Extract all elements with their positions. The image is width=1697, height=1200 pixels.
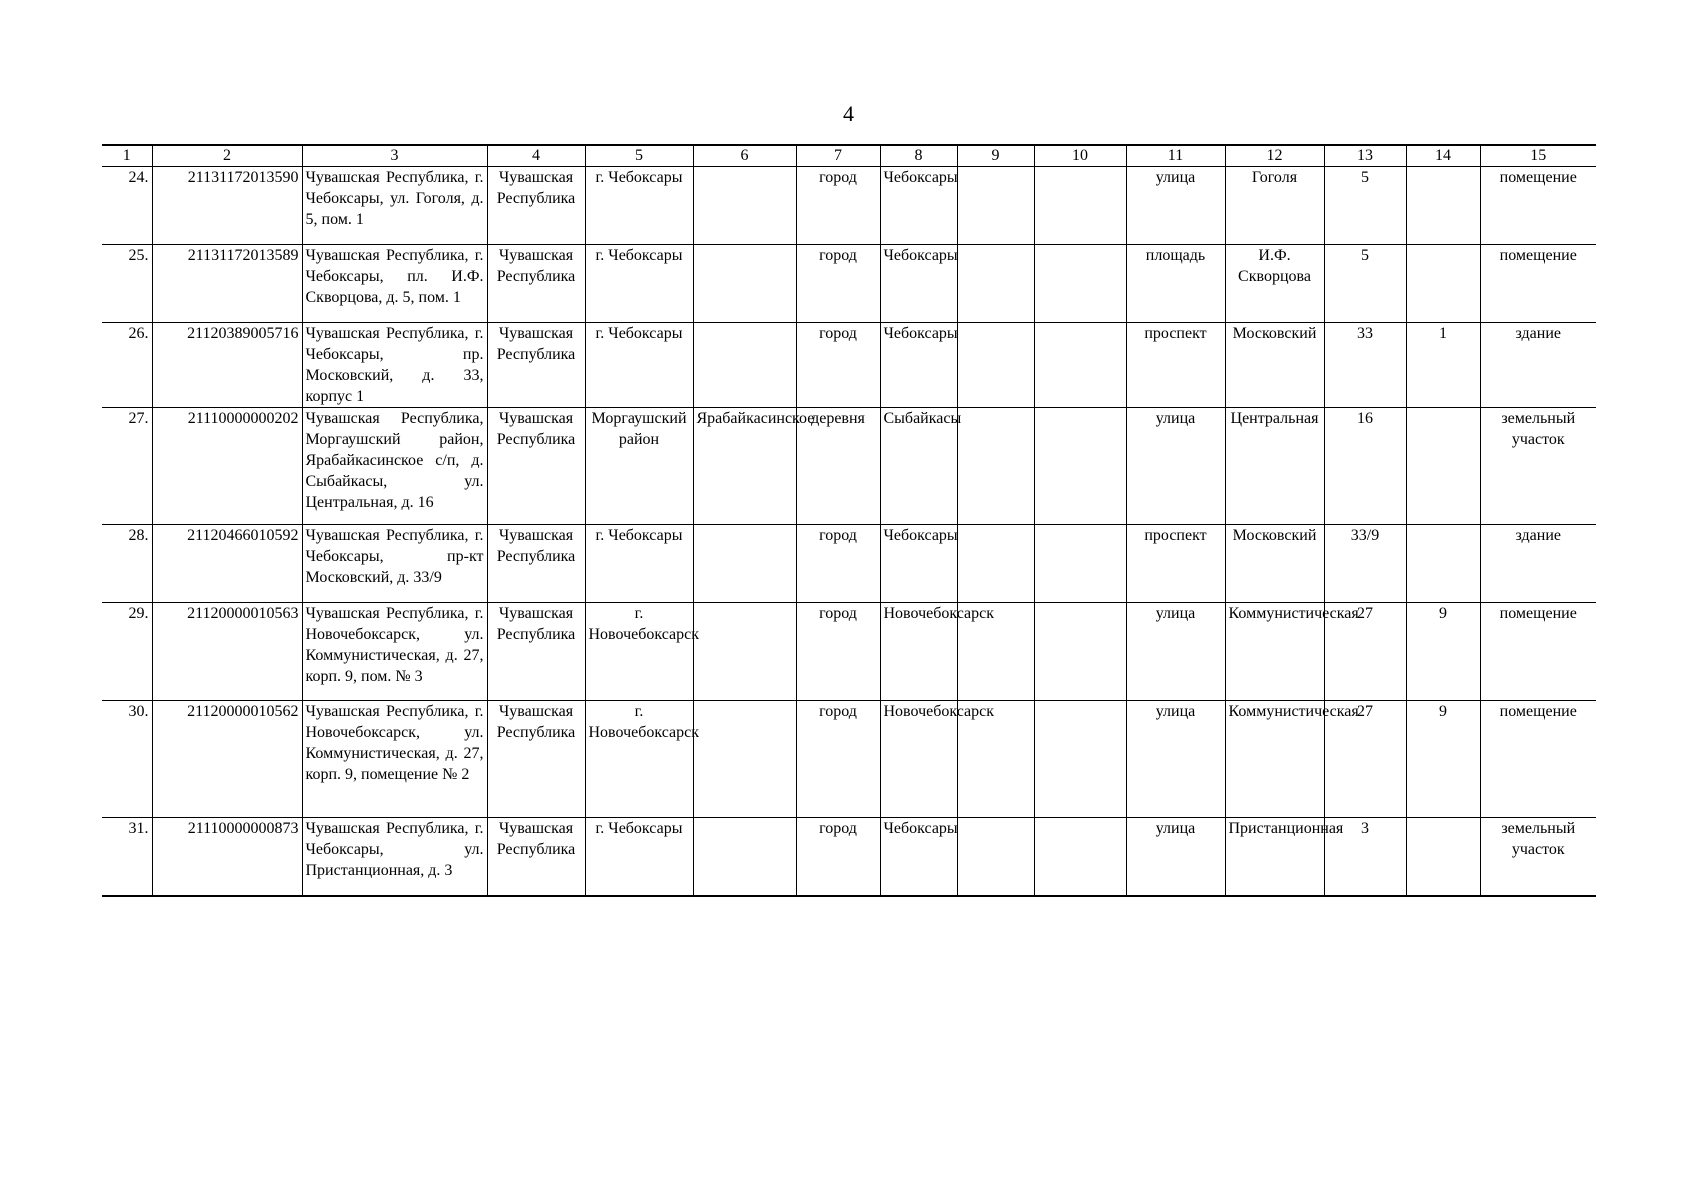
object-code-cell: 21110000000202: [152, 408, 302, 525]
table-row: [102, 167, 1596, 245]
street-name-cell: Пристанционная: [1225, 818, 1324, 896]
settlement-cell: [693, 167, 796, 245]
region-cell: Чувашская Республика: [487, 323, 585, 408]
building-number-cell: [1406, 818, 1480, 896]
building-number-cell: [1406, 245, 1480, 323]
object-type-cell: здание: [1480, 525, 1596, 603]
object-type-cell: помещение: [1480, 701, 1596, 818]
region-cell: Чувашская Республика: [487, 603, 585, 701]
row-number-cell: 28.: [102, 525, 152, 603]
full-address-cell: Чувашская Республика, г. Чебоксары, ул. Пристанционная, д. 3: [302, 818, 487, 896]
settlement-cell: [693, 701, 796, 818]
region-cell: Чувашская Республика: [487, 701, 585, 818]
table-row: [102, 245, 1596, 323]
locality-name-cell: Новочебоксарск: [880, 603, 957, 701]
house-number-cell: 27: [1324, 603, 1406, 701]
page-number: 4: [843, 101, 854, 126]
street-name-cell: Московский: [1225, 323, 1324, 408]
street-type-cell: проспект: [1126, 525, 1225, 603]
locality-type-cell: город: [796, 167, 880, 245]
settlement-cell: [693, 525, 796, 603]
row-number-cell: 26.: [102, 323, 152, 408]
settlement-cell: [693, 323, 796, 408]
building-number-cell: [1406, 408, 1480, 525]
locality-name-cell: Чебоксары: [880, 525, 957, 603]
column-10-cell: [1034, 701, 1126, 818]
district-cell: г. Чебоксары: [585, 818, 693, 896]
house-number-cell: 3: [1324, 818, 1406, 896]
table-row: [102, 323, 1596, 408]
full-address-cell: Чувашская Республика, г. Новочебоксарск, ул. Коммунистическая, д. 27, корп. 9, помещение № 2: [302, 701, 487, 818]
column-number-7: 7: [796, 145, 880, 167]
object-code-cell: 21110000000873: [152, 818, 302, 896]
column-number-11: 11: [1126, 145, 1225, 167]
full-address-cell: Чувашская Республика, г. Чебоксары, пр. Московский, д. 33, корпус 1: [302, 323, 487, 408]
street-name-cell: Гоголя: [1225, 167, 1324, 245]
object-type-cell: помещение: [1480, 167, 1596, 245]
street-name-cell: Коммунистическая: [1225, 701, 1324, 818]
region-cell: Чувашская Республика: [487, 818, 585, 896]
region-cell: Чувашская Республика: [487, 245, 585, 323]
street-name-cell: И.Ф. Скворцова: [1225, 245, 1324, 323]
column-number-4: 4: [487, 145, 585, 167]
house-number-cell: 33/9: [1324, 525, 1406, 603]
house-number-cell: 5: [1324, 167, 1406, 245]
table-row: [102, 525, 1596, 603]
district-cell: г. Чебоксары: [585, 323, 693, 408]
locality-name-cell: Сыбайкасы: [880, 408, 957, 525]
object-type-cell: земельный участок: [1480, 818, 1596, 896]
region-cell: Чувашская Республика: [487, 525, 585, 603]
column-10-cell: [1034, 818, 1126, 896]
object-code-cell: 21131172013589: [152, 245, 302, 323]
house-number-cell: 16: [1324, 408, 1406, 525]
row-number-cell: 29.: [102, 603, 152, 701]
settlement-cell: [693, 245, 796, 323]
street-type-cell: проспект: [1126, 323, 1225, 408]
table-row: [102, 818, 1596, 896]
column-number-13: 13: [1324, 145, 1406, 167]
object-code-cell: 21120466010592: [152, 525, 302, 603]
column-number-3: 3: [302, 145, 487, 167]
column-10-cell: [1034, 323, 1126, 408]
building-number-cell: 1: [1406, 323, 1480, 408]
column-10-cell: [1034, 525, 1126, 603]
column-number-9: 9: [957, 145, 1034, 167]
settlement-cell: [693, 603, 796, 701]
column-9-cell: [957, 408, 1034, 525]
column-9-cell: [957, 525, 1034, 603]
locality-type-cell: деревня: [796, 408, 880, 525]
table-row: [102, 408, 1596, 525]
street-name-cell: Коммунистическая: [1225, 603, 1324, 701]
column-10-cell: [1034, 408, 1126, 525]
column-10-cell: [1034, 245, 1126, 323]
object-code-cell: 21131172013590: [152, 167, 302, 245]
building-number-cell: 9: [1406, 603, 1480, 701]
street-type-cell: улица: [1126, 603, 1225, 701]
object-code-cell: 21120000010563: [152, 603, 302, 701]
district-cell: г. Новочебоксарск: [585, 603, 693, 701]
locality-name-cell: Новочебоксарск: [880, 701, 957, 818]
locality-name-cell: Чебоксары: [880, 818, 957, 896]
house-number-cell: 5: [1324, 245, 1406, 323]
column-number-1: 1: [102, 145, 152, 167]
column-9-cell: [957, 323, 1034, 408]
street-type-cell: улица: [1126, 818, 1225, 896]
object-type-cell: помещение: [1480, 245, 1596, 323]
object-type-cell: земельный участок: [1480, 408, 1596, 525]
full-address-cell: Чувашская Республика, г. Чебоксары, пл. И.Ф. Скворцова, д. 5, пом. 1: [302, 245, 487, 323]
locality-name-cell: Чебоксары: [880, 167, 957, 245]
street-name-cell: Московский: [1225, 525, 1324, 603]
street-name-cell: Центральная: [1225, 408, 1324, 525]
object-type-cell: помещение: [1480, 603, 1596, 701]
row-number-cell: 30.: [102, 701, 152, 818]
full-address-cell: Чувашская Республика, г. Чебоксары, ул. Гоголя, д. 5, пом. 1: [302, 167, 487, 245]
full-address-cell: Чувашская Республика, г. Новочебоксарск, ул. Коммунистическая, д. 27, корп. 9, пом. № 3: [302, 603, 487, 701]
district-cell: г. Чебоксары: [585, 525, 693, 603]
table-body: [102, 167, 1596, 896]
region-cell: Чувашская Республика: [487, 167, 585, 245]
district-cell: г. Чебоксары: [585, 245, 693, 323]
column-number-14: 14: [1406, 145, 1480, 167]
street-type-cell: улица: [1126, 701, 1225, 818]
full-address-cell: Чувашская Республика, Моргаушский район, Ярабайкасинское с/п, д. Сыбайкасы, ул. Центральная, д. 16: [302, 408, 487, 525]
column-number-15: 15: [1480, 145, 1596, 167]
building-number-cell: [1406, 525, 1480, 603]
row-number-cell: 27.: [102, 408, 152, 525]
column-number-10: 10: [1034, 145, 1126, 167]
row-number-cell: 31.: [102, 818, 152, 896]
house-number-cell: 33: [1324, 323, 1406, 408]
locality-type-cell: город: [796, 525, 880, 603]
column-10-cell: [1034, 167, 1126, 245]
column-number-8: 8: [880, 145, 957, 167]
street-type-cell: улица: [1126, 408, 1225, 525]
building-number-cell: [1406, 167, 1480, 245]
locality-type-cell: город: [796, 323, 880, 408]
locality-type-cell: город: [796, 603, 880, 701]
column-10-cell: [1034, 603, 1126, 701]
object-code-cell: 21120389005716: [152, 323, 302, 408]
district-cell: Моргаушский район: [585, 408, 693, 525]
column-9-cell: [957, 818, 1034, 896]
address-register-table: [102, 144, 1596, 897]
row-number-cell: 24.: [102, 167, 152, 245]
locality-type-cell: город: [796, 701, 880, 818]
street-type-cell: площадь: [1126, 245, 1225, 323]
locality-name-cell: Чебоксары: [880, 245, 957, 323]
locality-type-cell: город: [796, 245, 880, 323]
object-type-cell: здание: [1480, 323, 1596, 408]
column-number-12: 12: [1225, 145, 1324, 167]
settlement-cell: [693, 818, 796, 896]
column-number-6: 6: [693, 145, 796, 167]
table-row: [102, 701, 1596, 818]
column-number-2: 2: [152, 145, 302, 167]
table-row: [102, 603, 1596, 701]
column-number-row: [102, 145, 1596, 167]
column-9-cell: [957, 245, 1034, 323]
house-number-cell: 27: [1324, 701, 1406, 818]
region-cell: Чувашская Республика: [487, 408, 585, 525]
building-number-cell: 9: [1406, 701, 1480, 818]
district-cell: г. Новочебоксарск: [585, 701, 693, 818]
locality-name-cell: Чебоксары: [880, 323, 957, 408]
settlement-cell: Ярабайкасинское: [693, 408, 796, 525]
row-number-cell: 25.: [102, 245, 152, 323]
object-code-cell: 21120000010562: [152, 701, 302, 818]
full-address-cell: Чувашская Республика, г. Чебоксары, пр-кт Московский, д. 33/9: [302, 525, 487, 603]
column-number-5: 5: [585, 145, 693, 167]
street-type-cell: улица: [1126, 167, 1225, 245]
column-9-cell: [957, 167, 1034, 245]
district-cell: г. Чебоксары: [585, 167, 693, 245]
locality-type-cell: город: [796, 818, 880, 896]
